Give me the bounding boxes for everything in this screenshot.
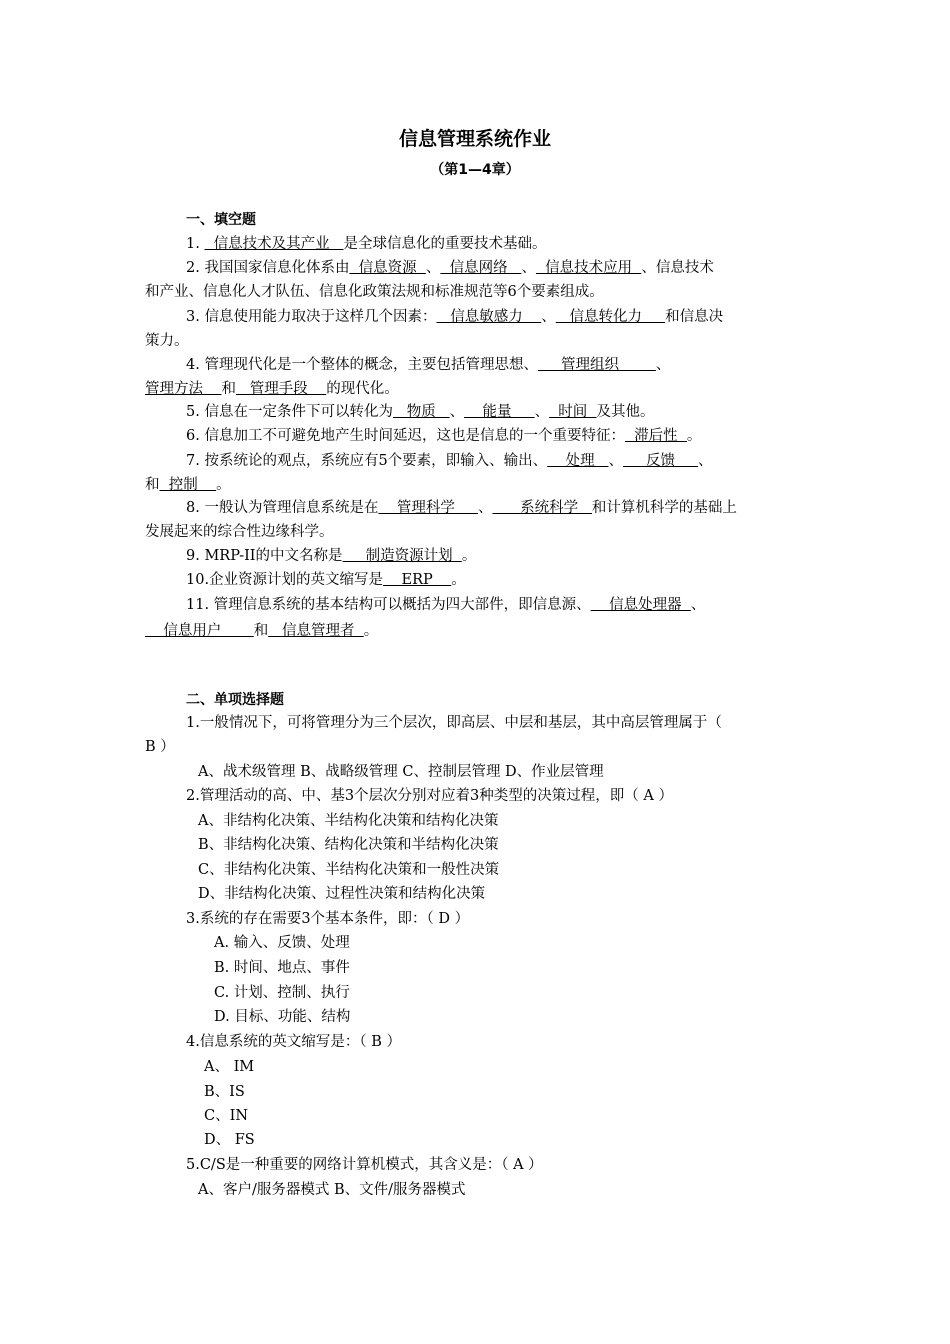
doc-title: 信息管理系统作业 (398, 128, 551, 150)
choice-option: D、 FS (204, 1132, 255, 1148)
answer-blank: 能量 (464, 404, 535, 420)
answer-blank: 信息技术应用 (535, 260, 642, 276)
answer-blank: 制造资源计划 (342, 548, 462, 564)
answer-blank: 信息处理器 (590, 597, 691, 613)
choice-question-5-options: A、客户/服务器模式 B、文件/服务器模式 (198, 1182, 466, 1198)
fill-question-3: 3. 信息使用能力取决于这样几个因素： 信息敏感力 、 信息转化力 和信息决 (186, 309, 724, 325)
fill-question-8: 8. 一般认为管理信息系统是在 管理科学 、 系统科学 和计算机科学的基础上 (186, 500, 737, 516)
answer-blank: 信息转化力 (555, 309, 666, 325)
fill-question-5: 5. 信息在一定条件下可以转化为 物质 、 能量 、 时间 及其他。 (186, 404, 655, 420)
fill-question-11: 11. 管理信息系统的基本结构可以概括为四大部件，即信息源、 信息处理器 、 (186, 597, 706, 613)
choice-question-1: 1.一般情况下，可将管理分为三个层次，即高层、中层和基层，其中高层管理属于（ (186, 715, 722, 731)
fill-question-8-cont: 发展起来的综合性边缘科学。 (145, 524, 334, 540)
choice-option: A、 IM (204, 1059, 255, 1075)
choice-question-3: 3.系统的存在需要3个基本条件，即：（ D ） (186, 911, 470, 927)
answer-blank: 管理科学 (378, 500, 478, 516)
fill-question-4-cont: 管理方法 和 管理手段 的现代化。 (145, 381, 399, 397)
answer-blank: 信息用户 (145, 623, 254, 639)
answer-blank: 信息资源 (349, 260, 426, 276)
choice-option: C、IN (204, 1108, 249, 1124)
answer-blank: 信息敏感力 (436, 309, 542, 325)
answer-blank: 信息管理者 (268, 623, 364, 639)
fill-question-4: 4. 管理现代化是一个整体的概念，主要包括管理思想、 管理组织 、 (186, 357, 671, 373)
choice-option: D、非结构化决策、过程性决策和结构化决策 (198, 886, 486, 902)
section2-heading: 二、单项选择题 (186, 692, 284, 708)
answer-blank: 时间 (549, 404, 597, 420)
choice-option: A、非结构化决策、半结构化决策和结构化决策 (198, 813, 499, 829)
answer-blank: 信息技术及其产业 (204, 236, 344, 252)
fill-question-2-cont: 和产业、信息化人才队伍、信息化政策法规和标准规范等6个要素组成。 (145, 284, 604, 300)
choice-question-5: 5.C/S是一种重要的网络计算机模式，其含义是：（ A ） (186, 1157, 543, 1173)
fill-question-10: 10.企业资源计划的英文缩写是 ERP 。 (186, 572, 466, 588)
fill-question-9: 9. MRP-II的中文名称是 制造资源计划 。 (186, 548, 477, 564)
choice-question-2: 2.管理活动的高、中、基3个层次分别对应着3种类型的决策过程，即（ A ） (186, 788, 673, 804)
choice-option: B. 时间、地点、事件 (214, 960, 350, 976)
fill-question-11-cont: 信息用户 和 信息管理者 。 (145, 623, 379, 639)
section1-heading: 一、填空题 (186, 212, 256, 228)
doc-subtitle: （第1—4章） (430, 162, 520, 178)
choice-option: B、非结构化决策、结构化决策和半结构化决策 (198, 837, 499, 853)
choice-option: B、IS (204, 1084, 245, 1100)
answer-blank: 系统科学 (492, 500, 592, 516)
choice-option: C、非结构化决策、半结构化决策和一般性决策 (198, 862, 500, 878)
choice-option: A. 输入、反馈、处理 (214, 935, 350, 951)
fill-question-3-cont: 策力。 (145, 333, 189, 349)
fill-question-1: 1. 信息技术及其产业 是全球信息化的重要技术基础。 (186, 236, 547, 252)
fill-question-7: 7. 按系统论的观点，系统应有5个要素，即输入、输出、 处理 、 反馈 、 (186, 453, 713, 469)
answer-blank: 管理方法 (145, 381, 222, 397)
answer-blank: 控制 (159, 477, 217, 493)
choice-option: D. 目标、功能、结构 (214, 1009, 351, 1025)
choice-option: C. 计划、控制、执行 (214, 985, 350, 1001)
choice-question-4: 4.信息系统的英文缩写是：（ B ） (186, 1034, 401, 1050)
answer-blank: 滞后性 (624, 428, 687, 444)
fill-question-2: 2. 我国国家信息化体系由 信息资源 、 信息网络 、 信息技术应用 、信息技术 (186, 260, 714, 276)
answer-blank: 管理手段 (235, 381, 327, 397)
choice-question-1-options: A、战术级管理 B、战略级管理 C、控制层管理 D、作业层管理 (198, 764, 604, 780)
answer-blank: 管理组织 (537, 357, 656, 373)
answer-blank: 处理 (547, 453, 609, 469)
answer-blank: 信息网络 (440, 260, 522, 276)
answer-blank: ERP (383, 572, 452, 588)
answer-blank: 反馈 (622, 453, 699, 469)
answer-blank: 物质 (392, 404, 450, 420)
choice-question-1-answer: B ） (145, 739, 175, 755)
fill-question-6: 6. 信息加工不可避免地产生时间延迟，这也是信息的一个重要特征： 滞后性 。 (186, 428, 702, 444)
fill-question-7-cont: 和 控制 。 (145, 477, 231, 493)
